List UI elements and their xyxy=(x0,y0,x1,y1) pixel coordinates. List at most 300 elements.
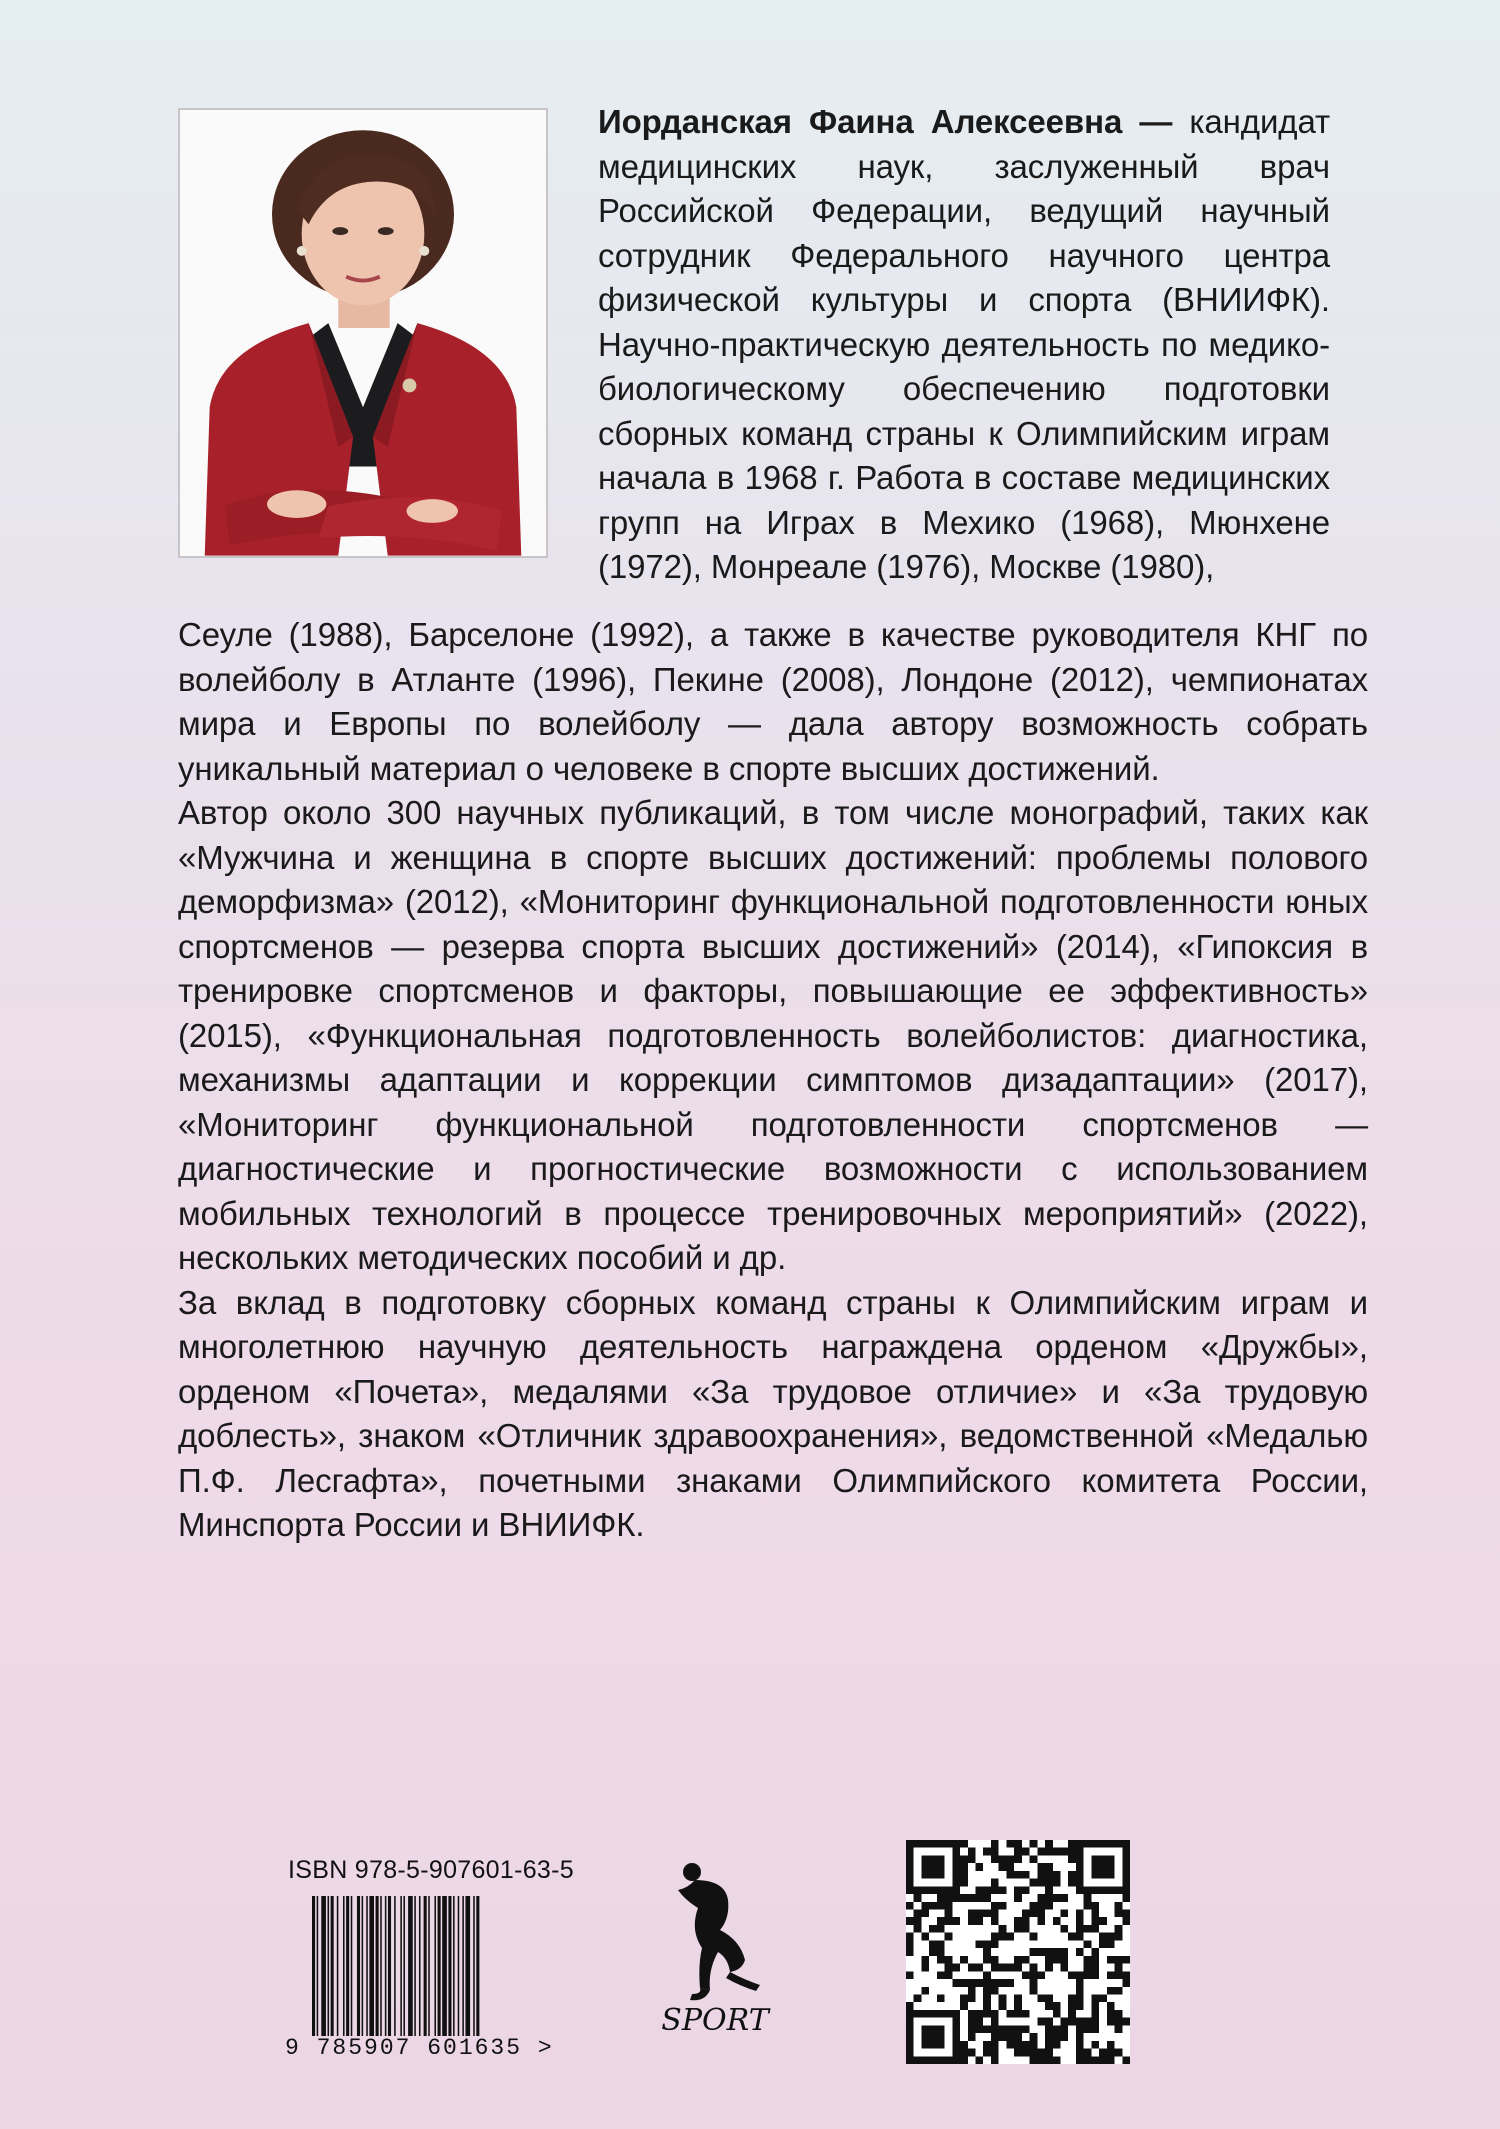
qr-module xyxy=(983,1910,991,1918)
qr-module xyxy=(1014,1956,1022,1964)
qr-module xyxy=(929,1855,937,1863)
qr-module xyxy=(937,1855,945,1863)
barcode-bar xyxy=(428,1896,430,2036)
qr-module xyxy=(1060,2033,1068,2041)
qr-module xyxy=(952,1871,960,1879)
qr-module xyxy=(945,1956,953,1964)
qr-module xyxy=(1014,2041,1022,2049)
qr-module xyxy=(999,1933,1007,1941)
qr-module xyxy=(983,2041,991,2049)
qr-module xyxy=(1091,2025,1099,2033)
qr-module xyxy=(1122,2056,1130,2064)
qr-module xyxy=(1068,1971,1076,1979)
qr-module xyxy=(1022,1871,1030,1879)
qr-module xyxy=(1037,1910,1045,1918)
qr-module xyxy=(976,2018,984,2026)
barcode-bar xyxy=(414,1896,416,2036)
qr-module xyxy=(929,2010,937,2018)
qr-module xyxy=(906,2049,914,2057)
qr-module xyxy=(914,1910,922,1918)
qr-module xyxy=(991,2010,999,2018)
qr-module xyxy=(906,1886,914,1894)
qr-module xyxy=(906,2025,914,2033)
qr-module xyxy=(1076,1925,1084,1933)
qr-module xyxy=(921,1902,929,1910)
barcode-bar xyxy=(448,1896,451,2036)
barcode-digits: 9 785907 601635 > xyxy=(285,2035,554,2061)
qr-module xyxy=(999,2033,1007,2041)
qr-module xyxy=(906,1933,914,1941)
qr-module xyxy=(991,2018,999,2026)
qr-module xyxy=(1014,2002,1022,2010)
qr-module xyxy=(921,2033,929,2041)
barcode-bar xyxy=(473,1896,475,2036)
qr-module xyxy=(1045,2049,1053,2057)
qr-module xyxy=(921,1964,929,1972)
qr-module xyxy=(1030,1855,1038,1863)
qr-module xyxy=(1030,2033,1038,2041)
qr-module xyxy=(1084,1956,1092,1964)
qr-module xyxy=(983,1987,991,1995)
qr-module xyxy=(1076,2025,1084,2033)
qr-module xyxy=(952,2033,960,2041)
qr-module xyxy=(1030,1910,1038,1918)
qr-module xyxy=(1076,2002,1084,2010)
qr-module xyxy=(1045,2018,1053,2026)
qr-module xyxy=(976,2010,984,2018)
qr-module xyxy=(1006,2041,1014,2049)
qr-module xyxy=(1084,2056,1092,2064)
qr-module xyxy=(1037,1948,1045,1956)
qr-module xyxy=(1014,1871,1022,1879)
qr-module xyxy=(1053,2056,1061,2064)
qr-module xyxy=(991,1979,999,1987)
qr-module xyxy=(1022,1925,1030,1933)
qr-module xyxy=(983,2002,991,2010)
qr-module xyxy=(937,1894,945,1902)
qr-module xyxy=(1037,1848,1045,1856)
qr-module xyxy=(1053,1848,1061,1856)
qr-module xyxy=(952,1863,960,1871)
qr-module xyxy=(1107,1855,1115,1863)
qr-module xyxy=(1076,1987,1084,1995)
qr-module xyxy=(999,1863,1007,1871)
qr-module xyxy=(1037,1902,1045,1910)
qr-module xyxy=(1115,1956,1123,1964)
qr-module xyxy=(929,1902,937,1910)
qr-module xyxy=(1084,1925,1092,1933)
barcode-bar xyxy=(465,1896,470,2036)
qr-module xyxy=(1045,1871,1053,1879)
qr-module xyxy=(1091,1886,1099,1894)
qr-module xyxy=(968,1987,976,1995)
barcode-bar xyxy=(331,1896,334,2036)
qr-module xyxy=(1115,1886,1123,1894)
qr-module xyxy=(1084,2025,1092,2033)
qr-module xyxy=(1115,2010,1123,2018)
qr-module xyxy=(983,1948,991,1956)
qr-module xyxy=(1060,1948,1068,1956)
qr-module xyxy=(1091,2056,1099,2064)
barcode-bar xyxy=(462,1896,464,2036)
qr-module xyxy=(1068,2010,1076,2018)
barcode-bar xyxy=(424,1896,427,2036)
qr-module xyxy=(1107,2010,1115,2018)
qr-module xyxy=(1037,1917,1045,1925)
qr-module xyxy=(968,1894,976,1902)
qr-module xyxy=(929,1886,937,1894)
barcode-bar xyxy=(388,1896,391,2036)
qr-module xyxy=(1037,2018,1045,2026)
qr-module xyxy=(1053,1917,1061,1925)
qr-module xyxy=(1122,1855,1130,1863)
qr-module xyxy=(983,2025,991,2033)
qr-module xyxy=(1068,2018,1076,2026)
qr-module xyxy=(921,1987,929,1995)
qr-module xyxy=(1060,1910,1068,1918)
qr-module xyxy=(1022,1886,1030,1894)
qr-module xyxy=(906,1948,914,1956)
qr-module xyxy=(1122,1886,1130,1894)
qr-module xyxy=(960,1994,968,2002)
qr-module xyxy=(937,2025,945,2033)
qr-module xyxy=(929,1871,937,1879)
qr-module xyxy=(937,1871,945,1879)
qr-module xyxy=(1099,1863,1107,1871)
qr-module xyxy=(1107,1840,1115,1848)
qr-module xyxy=(1006,2033,1014,2041)
qr-module xyxy=(1107,2002,1115,2010)
qr-module xyxy=(1060,1964,1068,1972)
qr-module xyxy=(1045,2002,1053,2010)
qr-module xyxy=(1099,1917,1107,1925)
qr-module xyxy=(999,1886,1007,1894)
qr-module xyxy=(906,1879,914,1887)
qr-module xyxy=(1107,2041,1115,2049)
qr-module xyxy=(1030,2056,1038,2064)
barcode-bar xyxy=(458,1896,460,2036)
qr-module xyxy=(906,2018,914,2026)
qr-module xyxy=(968,2049,976,2057)
qr-module xyxy=(1115,1964,1123,1972)
qr-code[interactable] xyxy=(906,1840,1130,2064)
qr-module xyxy=(937,1994,945,2002)
qr-module xyxy=(1030,1902,1038,1910)
qr-module xyxy=(945,1886,953,1894)
qr-module xyxy=(1006,1855,1014,1863)
qr-module xyxy=(1022,2025,1030,2033)
qr-module xyxy=(1076,2033,1084,2041)
qr-module xyxy=(983,1940,991,1948)
qr-module xyxy=(1076,2049,1084,2057)
qr-module xyxy=(914,2010,922,2018)
qr-module xyxy=(1091,1971,1099,1979)
qr-module xyxy=(1045,1840,1053,1848)
qr-module xyxy=(929,2056,937,2064)
qr-module xyxy=(952,1964,960,1972)
qr-module xyxy=(1037,1863,1045,1871)
barcode-bar xyxy=(337,1896,339,2036)
bio-continuation: Сеуле (1988), Барселоне (1992), а также в качестве руководителя КНГ по волейболу в Атланте (1996), Пекине (2008), Лондоне (2012), чемпионатах мира и Европы по волейболу — дала автору возможность собрать уникальный материал о человеке в спорте высших достижений. xyxy=(178,616,1368,787)
qr-module xyxy=(1091,2018,1099,2026)
qr-module xyxy=(968,2010,976,2018)
barcode-bar xyxy=(434,1896,436,2036)
qr-module xyxy=(1091,1994,1099,2002)
qr-module xyxy=(1022,1917,1030,1925)
qr-module xyxy=(1076,1917,1084,1925)
qr-module xyxy=(1084,1971,1092,1979)
qr-module xyxy=(968,2018,976,2026)
qr-module xyxy=(1107,1933,1115,1941)
qr-module xyxy=(1122,1863,1130,1871)
qr-module xyxy=(991,2041,999,2049)
qr-module xyxy=(1060,2025,1068,2033)
qr-module xyxy=(1099,2056,1107,2064)
qr-module xyxy=(1014,1994,1022,2002)
qr-module xyxy=(1030,2049,1038,2057)
qr-module xyxy=(1045,1964,1053,1972)
qr-module xyxy=(1006,1964,1014,1972)
qr-module xyxy=(921,1863,929,1871)
qr-module xyxy=(945,2056,953,2064)
qr-module xyxy=(960,1871,968,1879)
qr-module xyxy=(914,2056,922,2064)
qr-module xyxy=(999,2025,1007,2033)
qr-module xyxy=(1030,1964,1038,1972)
qr-module xyxy=(1084,1940,1092,1948)
qr-module xyxy=(1053,1894,1061,1902)
qr-module xyxy=(1107,1940,1115,1948)
qr-module xyxy=(999,1902,1007,1910)
qr-module xyxy=(929,2025,937,2033)
barcode-bar xyxy=(376,1896,379,2036)
qr-module xyxy=(937,1948,945,1956)
qr-module xyxy=(960,1979,968,1987)
qr-module xyxy=(1076,1840,1084,1848)
qr-module xyxy=(960,1894,968,1902)
qr-module xyxy=(1068,1994,1076,2002)
qr-module xyxy=(1115,1933,1123,1941)
qr-module xyxy=(1076,1848,1084,1856)
qr-module xyxy=(976,1964,984,1972)
qr-module xyxy=(952,1894,960,1902)
qr-module xyxy=(968,2025,976,2033)
qr-module xyxy=(1068,1871,1076,1879)
qr-module xyxy=(1022,2041,1030,2049)
qr-module xyxy=(952,1879,960,1887)
qr-module xyxy=(952,2025,960,2033)
qr-module xyxy=(914,1886,922,1894)
qr-module xyxy=(1022,2010,1030,2018)
qr-module xyxy=(937,1917,945,1925)
qr-module xyxy=(952,2041,960,2049)
qr-module xyxy=(999,1994,1007,2002)
qr-module xyxy=(906,1863,914,1871)
qr-module xyxy=(1014,1894,1022,1902)
qr-module xyxy=(914,1840,922,1848)
qr-module xyxy=(1076,1855,1084,1863)
qr-module xyxy=(976,2056,984,2064)
barcode-bar xyxy=(476,1896,479,2036)
qr-module xyxy=(1006,1933,1014,1941)
qr-module xyxy=(906,2010,914,2018)
qr-module xyxy=(1099,1840,1107,1848)
qr-module xyxy=(1045,2041,1053,2049)
qr-module xyxy=(929,1840,937,1848)
qr-module xyxy=(1030,1879,1038,1887)
qr-module xyxy=(914,1994,922,2002)
qr-module xyxy=(906,2002,914,2010)
qr-module xyxy=(945,1971,953,1979)
qr-module xyxy=(1006,1863,1014,1871)
qr-module xyxy=(976,1979,984,1987)
qr-module xyxy=(1053,2025,1061,2033)
qr-module xyxy=(937,1840,945,1848)
barcode-bar xyxy=(328,1896,330,2036)
qr-module xyxy=(1030,1987,1038,1995)
qr-module xyxy=(929,1863,937,1871)
qr-module xyxy=(1053,2002,1061,2010)
qr-module xyxy=(976,1917,984,1925)
qr-module xyxy=(960,1956,968,1964)
qr-module xyxy=(1076,2041,1084,2049)
qr-module xyxy=(1122,1879,1130,1887)
qr-module xyxy=(1091,1871,1099,1879)
qr-module xyxy=(983,1956,991,1964)
barcode-bar xyxy=(419,1896,421,2036)
qr-module xyxy=(1084,1902,1092,1910)
qr-module xyxy=(976,1910,984,1918)
qr-module xyxy=(929,1948,937,1956)
qr-module xyxy=(1037,1879,1045,1887)
sport-logo xyxy=(650,1860,780,2035)
qr-module xyxy=(1022,1956,1030,1964)
qr-module xyxy=(983,1848,991,1856)
qr-module xyxy=(991,1964,999,1972)
barcode-bar xyxy=(453,1896,455,2036)
qr-module xyxy=(968,2033,976,2041)
qr-module xyxy=(1068,1848,1076,1856)
isbn-label: ISBN 978-5-907601-63-5 xyxy=(288,1856,574,1884)
qr-module xyxy=(999,1964,1007,1972)
qr-module xyxy=(1037,1894,1045,1902)
qr-module xyxy=(906,1871,914,1879)
qr-module xyxy=(906,2041,914,2049)
qr-module xyxy=(1053,1948,1061,1956)
qr-module xyxy=(937,2033,945,2041)
qr-module xyxy=(1076,1994,1084,2002)
qr-module xyxy=(1091,2010,1099,2018)
qr-module xyxy=(945,1902,953,1910)
qr-module xyxy=(1014,1925,1022,1933)
qr-module xyxy=(952,2018,960,2026)
qr-module xyxy=(1045,1948,1053,1956)
qr-module xyxy=(960,2056,968,2064)
qr-module xyxy=(1115,1910,1123,1918)
qr-module xyxy=(1107,1871,1115,1879)
qr-module xyxy=(937,1940,945,1948)
qr-module xyxy=(1037,1971,1045,1979)
qr-module xyxy=(914,1894,922,1902)
qr-module xyxy=(1099,1940,1107,1948)
qr-module xyxy=(906,1917,914,1925)
qr-module xyxy=(937,2041,945,2049)
qr-module xyxy=(921,2056,929,2064)
qr-module xyxy=(921,1910,929,1918)
qr-module xyxy=(1084,1886,1092,1894)
qr-module xyxy=(1115,1925,1123,1933)
qr-module xyxy=(1115,1971,1123,1979)
author-portrait xyxy=(178,108,548,558)
bio-intro xyxy=(598,100,1330,590)
qr-module xyxy=(1091,1948,1099,1956)
qr-module xyxy=(921,1871,929,1879)
qr-module xyxy=(952,1886,960,1894)
qr-module xyxy=(991,1840,999,1848)
qr-module xyxy=(991,1910,999,1918)
qr-module xyxy=(1115,2049,1123,2057)
qr-module xyxy=(968,1848,976,1856)
qr-module xyxy=(1084,2018,1092,2026)
qr-module xyxy=(1076,1863,1084,1871)
qr-module xyxy=(1053,2010,1061,2018)
qr-module xyxy=(976,1894,984,1902)
qr-module xyxy=(921,1840,929,1848)
qr-module xyxy=(1068,1840,1076,1848)
barcode-bar xyxy=(442,1896,447,2036)
qr-module xyxy=(906,1840,914,1848)
qr-module xyxy=(929,2041,937,2049)
qr-module xyxy=(968,1979,976,1987)
qr-module xyxy=(1122,1956,1130,1964)
qr-module xyxy=(1068,1933,1076,1941)
qr-module xyxy=(906,2056,914,2064)
qr-module xyxy=(1030,1933,1038,1941)
qr-module xyxy=(1068,1855,1076,1863)
qr-module xyxy=(921,2010,929,2018)
qr-module xyxy=(960,2002,968,2010)
qr-module xyxy=(937,1886,945,1894)
qr-module xyxy=(1014,1840,1022,1848)
qr-module xyxy=(991,2049,999,2057)
bio-awards: За вклад в подготовку сборных команд страны к Олимпийским играм и многолетнюю научную деятельность награждена орденом «Дружбы», орденом «Почета», медалями «За трудовое отличие» и «За трудовую доблесть», знаком «Отличник здравоохранения», ведомственной «Медалью П.Ф. Лесгафта», почетными знаками Олимпийского комитета России, Минспорта России и ВНИИФК. xyxy=(178,1283,1368,1543)
qr-module xyxy=(1037,1871,1045,1879)
qr-module xyxy=(983,1979,991,1987)
qr-module xyxy=(1045,1886,1053,1894)
qr-module xyxy=(1045,1848,1053,1856)
barcode-bar xyxy=(366,1896,368,2036)
qr-module xyxy=(1076,1879,1084,1887)
qr-module xyxy=(952,1917,960,1925)
qr-module xyxy=(1122,1917,1130,1925)
qr-module xyxy=(1014,1917,1022,1925)
qr-module xyxy=(952,1979,960,1987)
barcode xyxy=(310,1896,550,2036)
qr-module xyxy=(991,1940,999,1948)
qr-module xyxy=(1091,1902,1099,1910)
bio-main xyxy=(178,613,1368,1548)
sport-logo-text: SPORT xyxy=(661,2003,769,2035)
qr-module xyxy=(1091,1840,1099,1848)
qr-module xyxy=(1014,2033,1022,2041)
qr-module xyxy=(929,1925,937,1933)
qr-module xyxy=(952,1840,960,1848)
qr-module xyxy=(968,1855,976,1863)
qr-module xyxy=(983,1886,991,1894)
qr-module xyxy=(921,1956,929,1964)
qr-module xyxy=(1045,1994,1053,2002)
qr-module xyxy=(983,2049,991,2057)
